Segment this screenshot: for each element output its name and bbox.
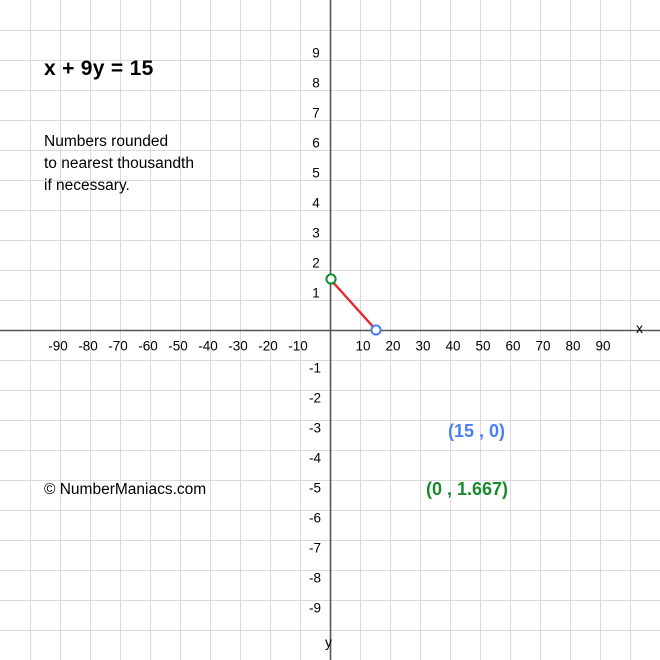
y-tick-label: -4: [308, 450, 322, 466]
x-tick-label: 10: [355, 338, 371, 354]
x-tick-label: 50: [475, 338, 491, 354]
y-tick-label: 1: [312, 285, 320, 301]
x-tick-label: 30: [415, 338, 431, 354]
y-tick-label: 9: [312, 45, 320, 61]
x-tick-label: 60: [505, 338, 521, 354]
y-tick-label: -1: [308, 360, 322, 376]
y-tick-label: -8: [308, 570, 322, 586]
x-tick-label: -70: [108, 338, 128, 354]
x-axis-label: x: [636, 320, 643, 336]
y-tick-label: -2: [308, 390, 322, 406]
x-tick-label: -80: [78, 338, 98, 354]
x-tick-label: 70: [535, 338, 551, 354]
line-segment: [331, 280, 376, 330]
y-intercept-marker: [326, 274, 335, 283]
y-tick-label: -7: [308, 540, 322, 556]
x-tick-label: -40: [198, 338, 218, 354]
x-tick-label: -60: [138, 338, 158, 354]
y-tick-label: -6: [308, 510, 322, 526]
y-tick-label: 5: [312, 165, 320, 181]
rounding-note: Numbers rounded to nearest thousandth if necessary.: [44, 133, 194, 194]
x-tick-label: -30: [228, 338, 248, 354]
copyright-credit: © NumberManiacs.com: [44, 481, 207, 498]
y-tick-label: -3: [308, 420, 322, 436]
equation-title: x + 9y = 15: [44, 57, 154, 80]
y-tick-label: 7: [312, 105, 320, 121]
y-tick-label: -5: [308, 480, 322, 496]
y-tick-label: 4: [312, 195, 320, 211]
y-tick-label: -9: [308, 600, 322, 616]
y-axis-label: y: [325, 634, 332, 650]
y-tick-label: 3: [312, 225, 320, 241]
y-tick-label: 8: [312, 75, 320, 91]
y-tick-label: 2: [312, 255, 320, 271]
x-tick-label: 80: [565, 338, 581, 354]
x-tick-label: 40: [445, 338, 461, 354]
x-tick-label: -10: [288, 338, 308, 354]
x-tick-label: 90: [595, 338, 611, 354]
x-tick-label: 20: [385, 338, 401, 354]
x-tick-label: -20: [258, 338, 278, 354]
x-tick-label: -90: [48, 338, 68, 354]
x-intercept-label: (15 , 0): [448, 421, 506, 441]
x-intercept-marker: [371, 325, 380, 334]
y-tick-label: 6: [312, 135, 320, 151]
y-intercept-label: (0 , 1.667): [426, 479, 509, 499]
x-tick-label: -50: [168, 338, 188, 354]
